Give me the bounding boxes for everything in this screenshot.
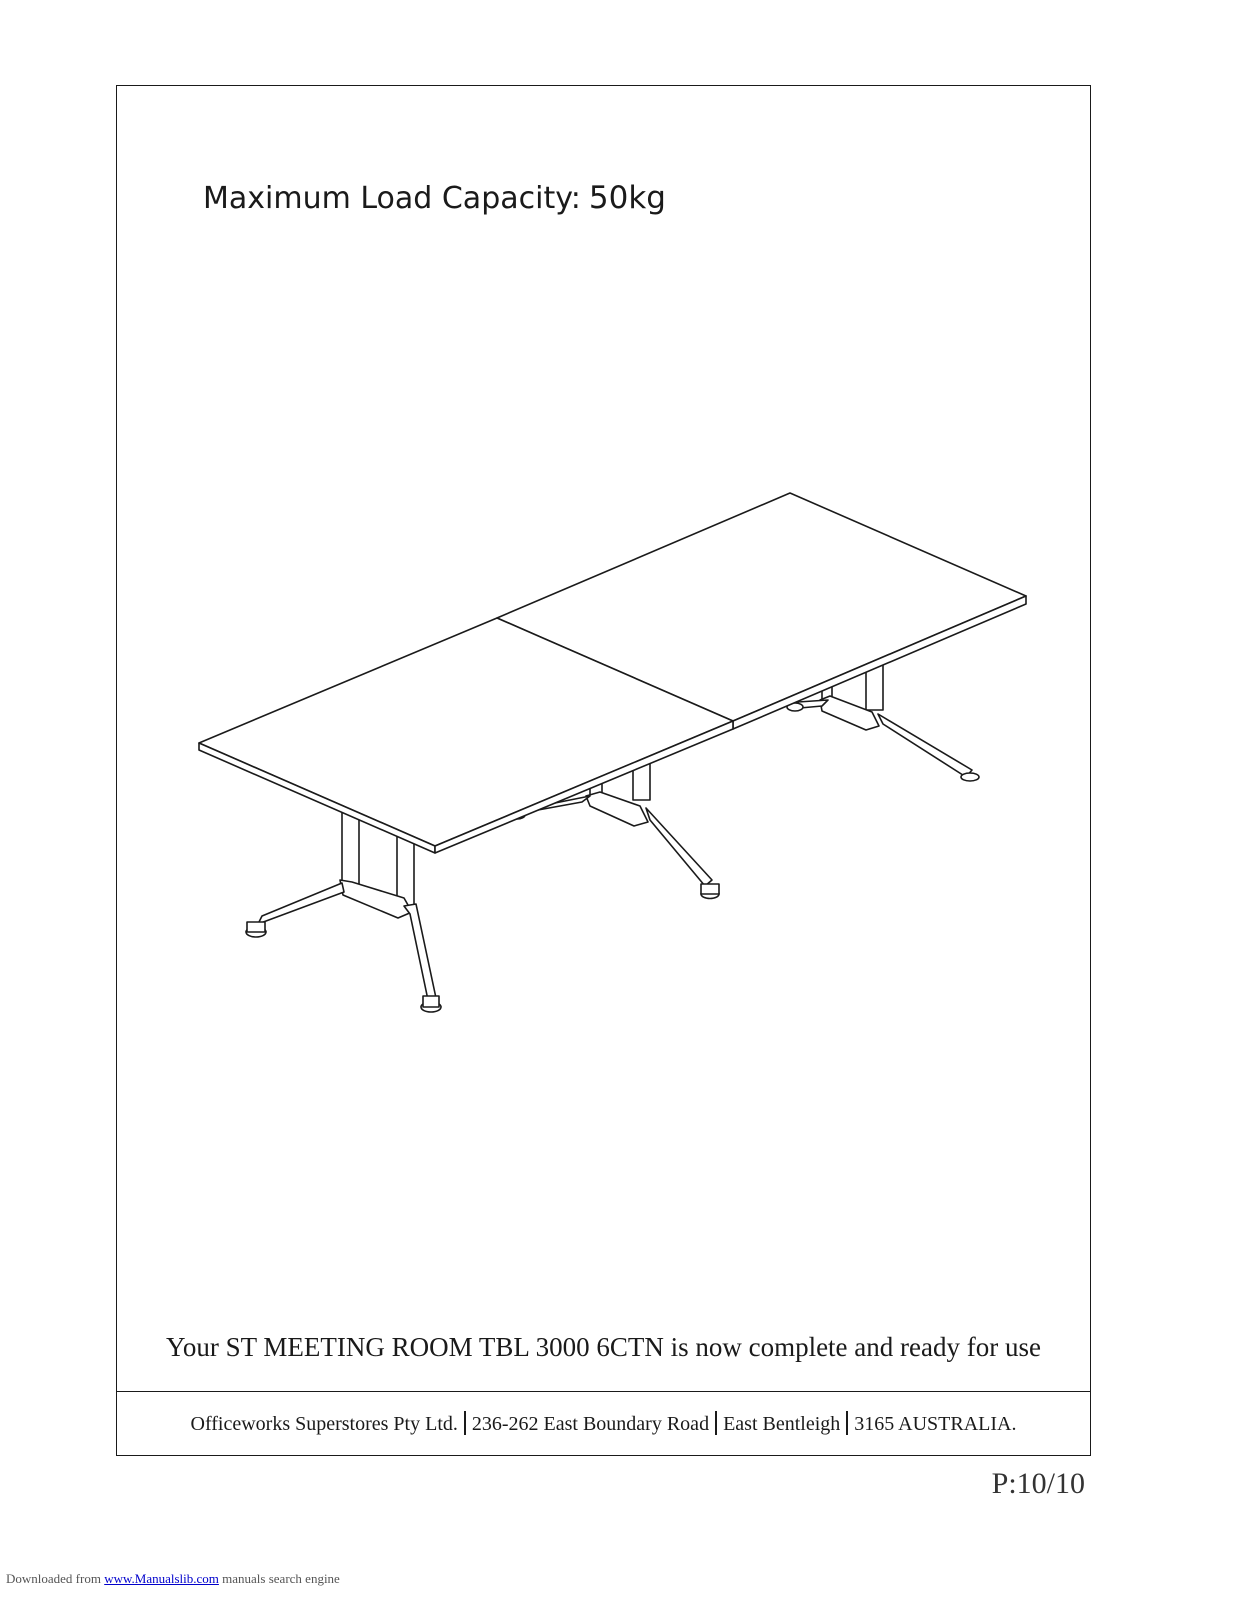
company-address [116, 1411, 1091, 1436]
suburb: East Bentleigh [723, 1413, 841, 1435]
manualslib-link[interactable]: www.Manualslib.com [104, 1571, 219, 1586]
address-separator [846, 1411, 848, 1435]
page-number: P:10/10 [991, 1467, 1085, 1500]
download-prefix: Downloaded from [6, 1571, 101, 1586]
address-separator [464, 1411, 466, 1435]
download-suffix: manuals search engine [222, 1571, 340, 1586]
address-separator [715, 1411, 717, 1435]
postcode-country: 3165 AUSTRALIA. [854, 1413, 1017, 1435]
download-banner [6, 1571, 340, 1587]
load-capacity-value: 50kg [588, 180, 666, 216]
street-address: 236-262 East Boundary Road [471, 1413, 710, 1435]
load-capacity-label: Maximum Load Capacity: [203, 181, 581, 216]
completion-message: Your ST MEETING ROOM TBL 3000 6CTN is now complete and ready for use [166, 1332, 1041, 1362]
footer-divider [116, 1391, 1091, 1392]
company-name: Officeworks Superstores Pty Ltd. [190, 1413, 458, 1435]
